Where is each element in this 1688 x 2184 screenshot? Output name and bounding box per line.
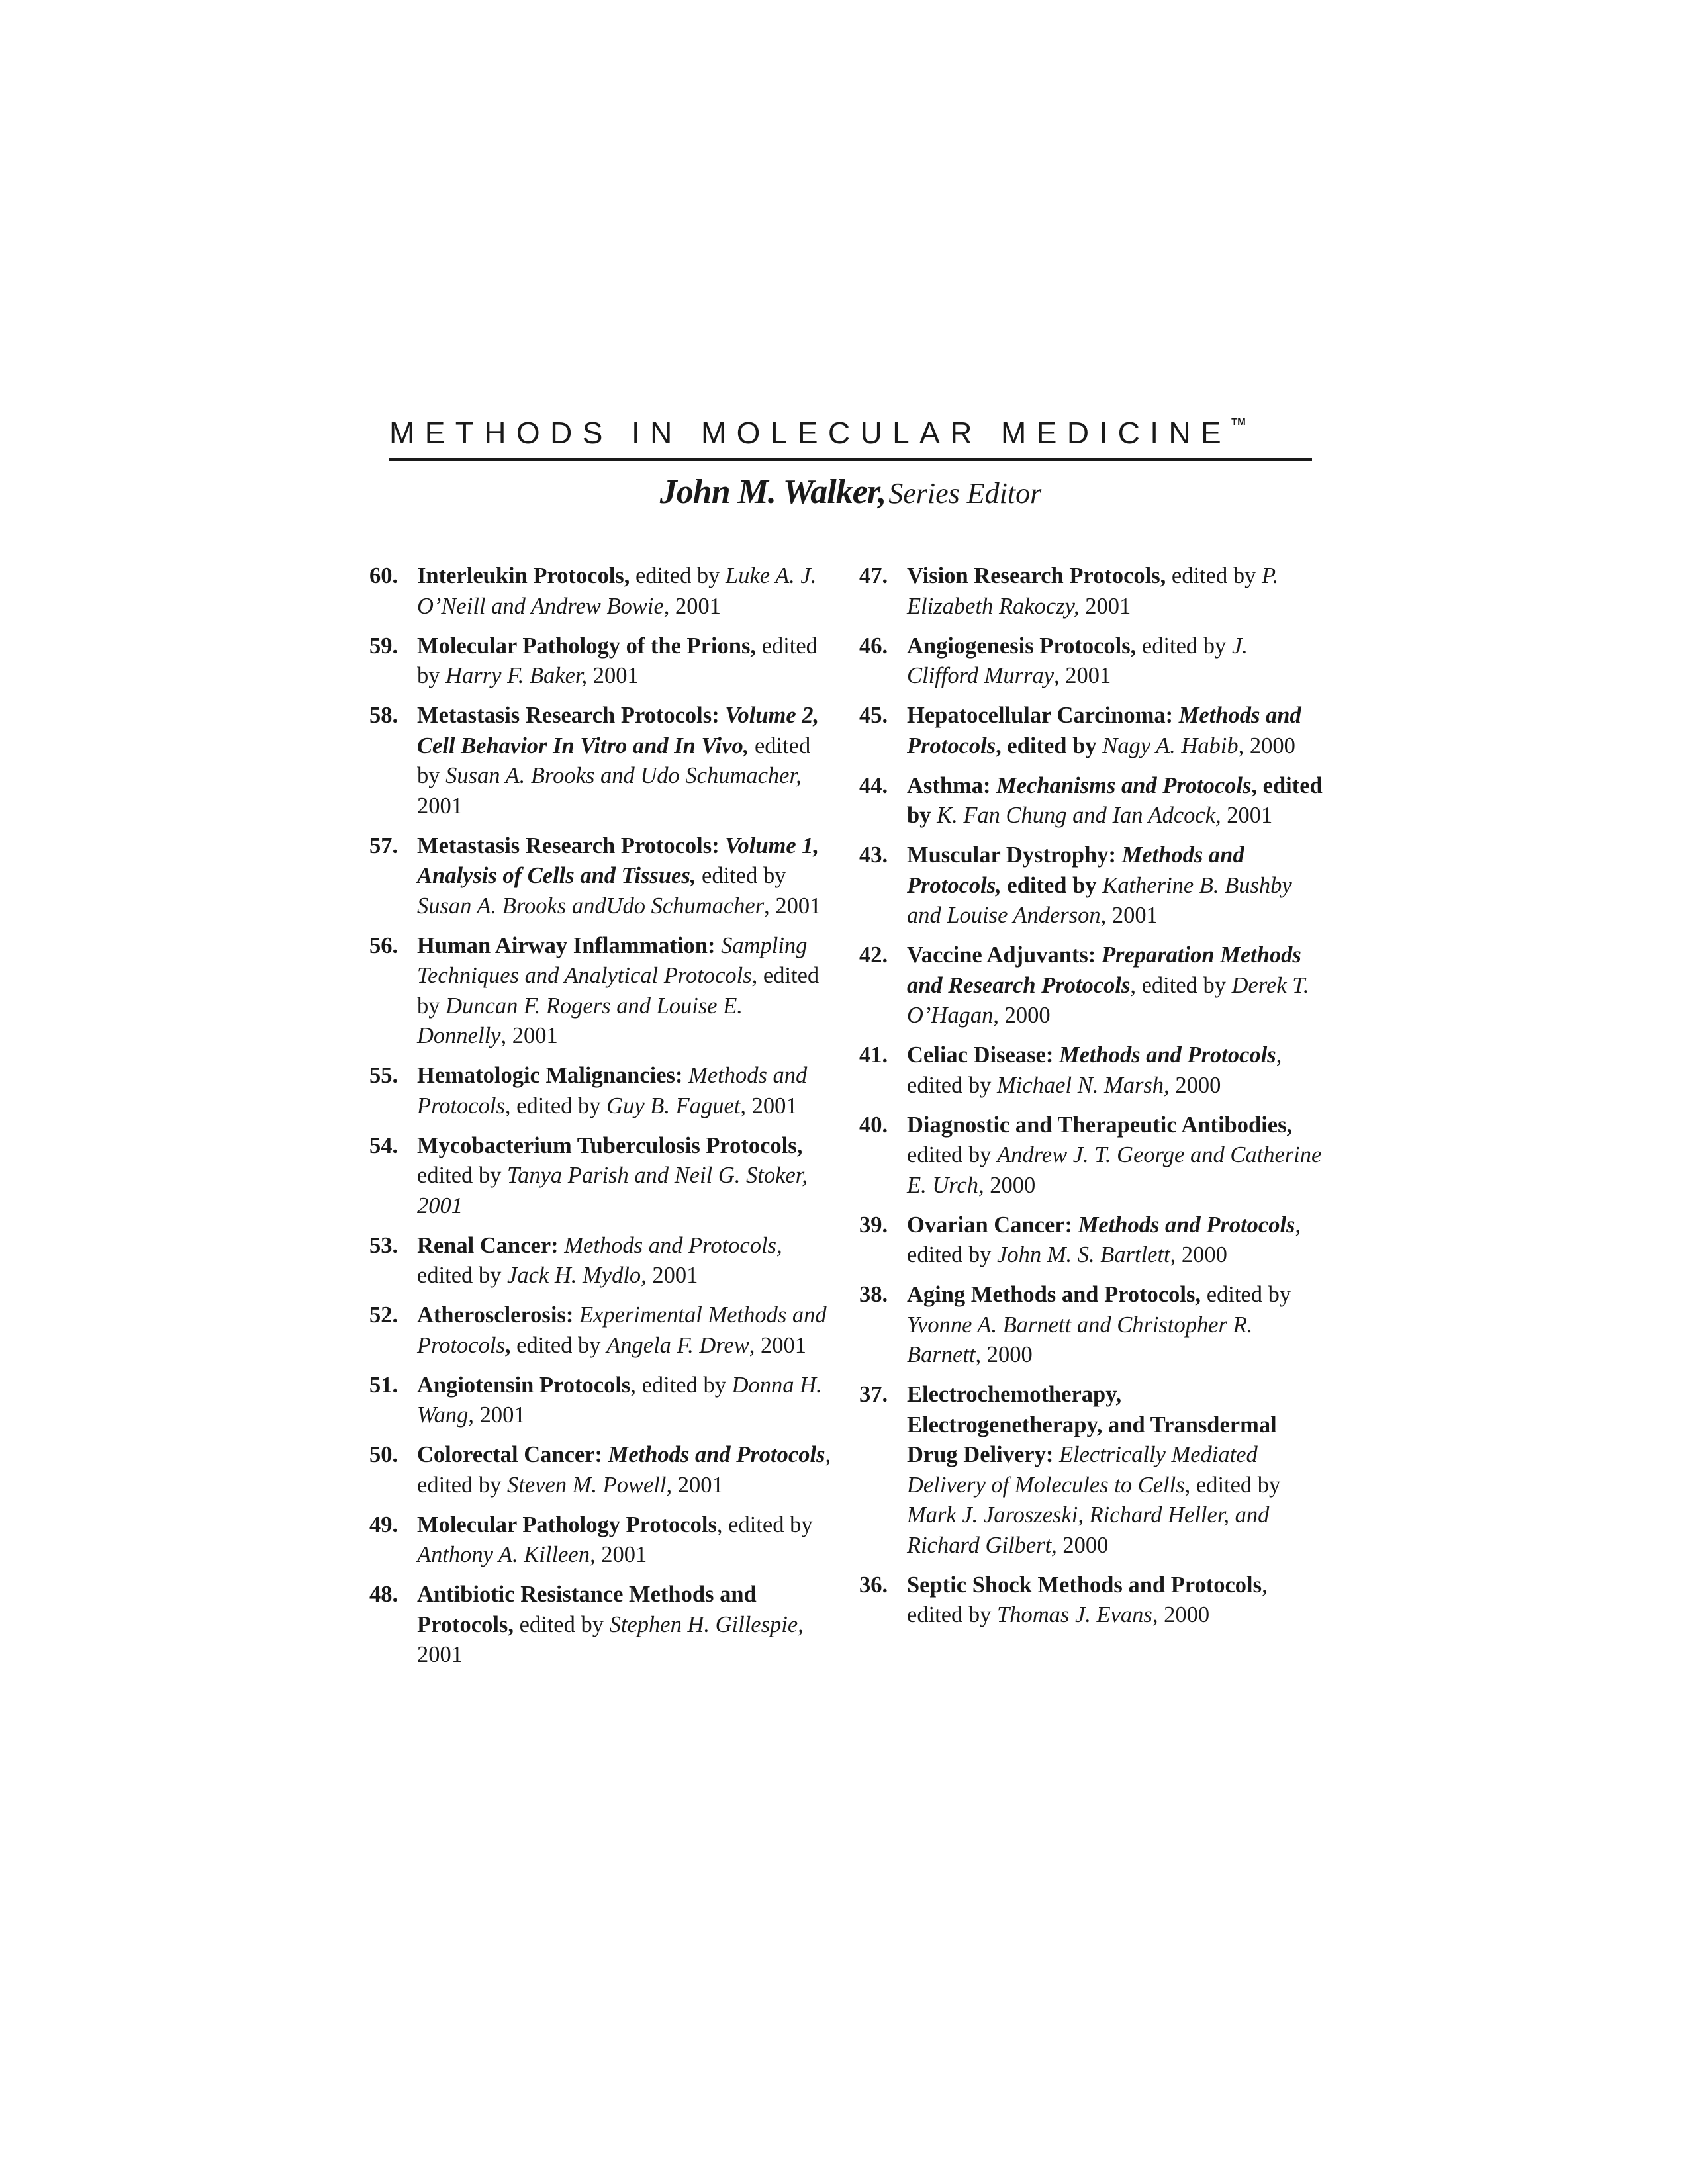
volume-text-run: Metastasis Research Protocols: — [417, 833, 720, 858]
volume-text-run: , edited by — [907, 1212, 1301, 1267]
volume-text-run: , edited by — [907, 772, 1323, 828]
volume-text-run: Derek T. O’Hagan — [907, 972, 1309, 1028]
volume-text-run: edited by — [696, 863, 786, 888]
volume-text-run: edited by — [1201, 1282, 1291, 1307]
volume-number: 53. — [369, 1232, 399, 1258]
volume-text-run: Steven M. Powell, — [507, 1472, 673, 1498]
volume-number: 39. — [859, 1212, 888, 1238]
volume-number: 60. — [369, 563, 399, 588]
volume-text-run: Harry F. Baker, — [445, 663, 588, 688]
volume-entry — [369, 1131, 833, 1222]
volume-text-run: Metastasis Research Protocols: — [417, 703, 720, 728]
volume-text-run: Colorectal Cancer: — [417, 1442, 603, 1467]
volume-text-run: Tanya Parish and Neil G. Stoker, 2001 — [417, 1163, 808, 1218]
volume-text-run: Ovarian Cancer: — [907, 1212, 1073, 1238]
volume-text-run: , edited by — [716, 1512, 813, 1537]
volume-number: 38. — [859, 1282, 888, 1307]
volume-text-run: Andrew J. T. George and Catherine E. Urch — [907, 1142, 1322, 1198]
volume-entry — [859, 1111, 1323, 1201]
volume-entry — [859, 1570, 1323, 1631]
volume-entry — [369, 1061, 833, 1121]
trademark-mark: TM — [1231, 416, 1246, 428]
volume-entry — [859, 631, 1323, 692]
volume-text-run: Aging Methods and Protocols, — [907, 1282, 1201, 1307]
volume-text-run: , 2000 — [1170, 1242, 1227, 1267]
volume-text-run: Angela F. Drew — [606, 1332, 749, 1358]
volume-text-run: Michael N. Marsh, — [997, 1072, 1170, 1098]
volume-text-run: , edited by — [907, 1572, 1268, 1627]
series-editor-role: Series Editor — [888, 477, 1042, 510]
volume-text-run — [1053, 1042, 1059, 1068]
volume-text-run: Yvonne A. Barnett and Christopher R. Barnett — [907, 1312, 1253, 1367]
volume-text-run: Human Airway Inflammation: — [417, 933, 716, 958]
volume-text-run: Mark J. Jaroszeski, Richard Heller, and Richard Gilbert, — [907, 1502, 1270, 1558]
volume-text-run: Interleukin Protocols, — [417, 563, 630, 588]
volume-number: 36. — [859, 1572, 888, 1598]
volume-text-run: Mechanisms and Protocols — [996, 772, 1252, 798]
volume-text-run: Thomas J. Evans — [997, 1602, 1152, 1627]
volume-text-run: Angiogenesis Protocols, — [907, 633, 1137, 659]
volume-text-run: Celiac Disease: — [907, 1042, 1054, 1068]
volume-text-run: Septic Shock Methods and Protocols — [907, 1572, 1262, 1598]
volume-text-run: Luke A. J. O’Neill and Andrew Bowie, — [417, 563, 817, 619]
volume-text-run: , 2000 — [975, 1342, 1033, 1367]
volume-text-run: John M. S. Bartlett — [997, 1242, 1170, 1267]
volume-text-run: Jack H. Mydlo, — [507, 1263, 647, 1288]
volume-text-run: 2001 — [669, 593, 722, 619]
volume-entry — [369, 1231, 833, 1291]
series-editor-line — [389, 473, 1312, 512]
volume-text-run: , 2001 — [764, 893, 821, 919]
volume-text-run: Methods and Protocols — [907, 703, 1301, 758]
series-header — [389, 416, 1312, 511]
volume-text-run — [602, 1442, 608, 1467]
volume-entry — [369, 631, 833, 692]
volume-entry — [369, 1371, 833, 1431]
volume-text-run — [991, 773, 997, 798]
volume-text-run: 2001 — [595, 1542, 647, 1567]
volume-text-run: edited by — [1136, 633, 1232, 659]
volume-text-run: , 2001 — [749, 1332, 807, 1358]
volume-text-run: 2001 — [417, 1642, 463, 1667]
volume-number: 41. — [859, 1042, 888, 1068]
volume-number: 54. — [369, 1132, 399, 1158]
volume-number: 51. — [369, 1372, 399, 1398]
volume-number: 52. — [369, 1302, 399, 1328]
volume-entry — [369, 561, 833, 621]
volume-text-run: edited by — [1001, 872, 1097, 898]
volume-text-run: Atherosclerosis: — [417, 1302, 574, 1328]
volume-text-run — [1116, 842, 1122, 868]
volume-text-run: Vaccine Adjuvants: — [907, 942, 1096, 968]
volume-text-run: Angiotensin Protocols — [417, 1372, 631, 1398]
volume-text-run: Hematologic Malignancies: — [417, 1063, 683, 1088]
volume-text-run: Experimental Methods and Protocols — [417, 1302, 827, 1358]
volume-entry — [859, 701, 1323, 761]
volume-text-run: Electrochemotherapy, Electrogenetherapy, and Transdermal Drug Delivery: — [907, 1382, 1277, 1467]
volume-text-run: Donna H. Wang, — [417, 1372, 822, 1428]
volume-text-run: Molecular Pathology Protocols — [417, 1512, 717, 1537]
volume-text-run: 2000 — [1169, 1072, 1221, 1098]
volume-text-run: , 2000 — [978, 1172, 1036, 1198]
volume-text-run: 2001 — [672, 1472, 724, 1498]
volume-text-run: edited by — [417, 733, 811, 788]
volume-entry — [859, 841, 1323, 931]
volume-text-run: Sampling Techniques and Analytical Protocols, — [417, 933, 808, 988]
volume-text-run — [1173, 703, 1179, 728]
series-editor-name: John M. Walker, — [659, 473, 886, 511]
volume-text-run: Volume 2, Cell Behavior In Vitro and In Vivo, — [417, 703, 820, 758]
volume-text-run: 2001 — [473, 1402, 526, 1428]
volume-text-run: Susan A. Brooks andUdo Schumacher — [417, 893, 765, 919]
left-volume-list — [369, 561, 833, 1680]
volume-entry — [859, 561, 1323, 621]
volume-text-run: , edited by — [417, 1442, 831, 1498]
volume-text-run: , 2001 — [1100, 903, 1158, 928]
volume-text-run: Katherine B. Bushby and Louise Anderson — [907, 872, 1292, 928]
volume-text-run — [559, 1233, 565, 1258]
volume-text-run: Methods and Protocols, — [564, 1232, 782, 1258]
volume-number: 50. — [369, 1442, 399, 1467]
volume-text-run: Anthony A. Killeen, — [417, 1542, 596, 1567]
volume-number: 56. — [369, 933, 399, 958]
volume-text-run: edited by — [630, 563, 726, 588]
volume-text-run — [573, 1302, 579, 1328]
series-title — [389, 417, 1312, 453]
volume-text-run: , 2001 — [1215, 803, 1273, 828]
volume-number: 55. — [369, 1063, 399, 1088]
volume-text-run: 2001 — [745, 1093, 798, 1118]
volume-text-run: Mycobacterium Tuberculosis Protocols, — [417, 1132, 803, 1158]
volume-text-run: 2000 — [1056, 1532, 1109, 1558]
volume-text-run: Molecular Pathology of the Prions, — [417, 633, 757, 659]
volume-text-run: , 2001 — [1054, 663, 1111, 688]
volume-text-run: Methods and Protocols — [1078, 1212, 1295, 1238]
header-rule — [389, 458, 1312, 461]
volume-text-run — [1053, 1442, 1059, 1467]
volume-text-run: edited by — [907, 1142, 998, 1167]
volume-number: 58. — [369, 703, 399, 728]
volume-text-run: , edited by — [996, 733, 1097, 758]
volume-entry — [859, 1380, 1323, 1561]
volume-text-run: Methods and Protocols — [608, 1442, 825, 1467]
volume-text-run: 2001 — [417, 793, 463, 819]
volume-text-run — [1096, 942, 1102, 968]
volume-entry — [859, 1280, 1323, 1371]
volume-text-run: K. Fan Chung and Ian Adcock — [937, 803, 1216, 828]
volume-entry — [369, 931, 833, 1052]
volume-text-run: edited by — [417, 1163, 508, 1188]
volume-text-run — [682, 1063, 688, 1088]
volume-entry — [369, 1510, 833, 1570]
volume-text-run: , edited by — [907, 1042, 1282, 1098]
volume-entry — [369, 701, 833, 821]
volume-text-run — [1097, 873, 1103, 898]
volume-text-run: Asthma: — [907, 772, 991, 798]
volume-text-run: Methods and Protocols, — [417, 1063, 808, 1118]
volume-text-run: Nagy A. Habib — [1102, 733, 1239, 758]
volume-text-run: Volume 1, Analysis of Cells and Tissues, — [417, 833, 820, 888]
volume-text-run: Electrically Mediated Delivery of Molecules to Cells — [907, 1442, 1258, 1498]
volume-text-run: edited by — [417, 963, 820, 1019]
volume-number: 44. — [859, 772, 888, 798]
volume-entry — [369, 1300, 833, 1361]
volume-text-run: , 2000 — [1152, 1602, 1210, 1627]
volume-text-run: Antibiotic Resistance Methods and Protocols, — [417, 1582, 757, 1637]
volume-text-run: , 2001 — [500, 1023, 558, 1048]
volume-entry — [369, 1580, 833, 1670]
volume-number: 46. — [859, 633, 888, 659]
volume-number: 57. — [369, 833, 399, 858]
volume-text-run: Methods and Protocols, — [907, 842, 1244, 898]
volume-entry — [859, 771, 1323, 831]
volume-text-run: J. Clifford Murray — [907, 633, 1248, 688]
volume-text-run: Stephen H. Gillespie, — [609, 1612, 804, 1637]
volume-entry — [859, 1210, 1323, 1271]
volume-text-run: edited by — [510, 1093, 607, 1118]
volume-text-run: , edited by — [1184, 1472, 1281, 1498]
series-title-text: METHODS IN MOLECULAR MEDICINE — [389, 416, 1232, 450]
volume-number: 43. — [859, 842, 888, 868]
volume-text-run: edited by — [417, 633, 818, 688]
volume-text-run: , — [504, 1332, 511, 1358]
volume-text-run — [1072, 1212, 1078, 1238]
volume-text-run: Guy B. Faguet, — [606, 1093, 746, 1118]
volume-number: 47. — [859, 563, 888, 588]
volume-entry — [369, 831, 833, 922]
volume-text-run: Methods and Protocols — [1058, 1042, 1276, 1068]
volume-text-run: 2001 — [1079, 593, 1131, 619]
volume-text-run: P. Elizabeth Rakoczy, — [907, 563, 1279, 619]
volume-text-run: , 2000 — [993, 1003, 1051, 1028]
volume-text-run: Vision Research Protocols, — [907, 563, 1166, 588]
volume-text-run: Renal Cancer: — [417, 1232, 559, 1258]
volume-text-run: 2001 — [587, 663, 639, 688]
volume-number: 42. — [859, 942, 888, 968]
volume-number: 59. — [369, 633, 399, 659]
volume-number: 49. — [369, 1512, 399, 1537]
volume-text-run: 2001 — [646, 1263, 698, 1288]
volume-text-run: edited by — [510, 1332, 607, 1358]
volume-number: 48. — [369, 1582, 399, 1607]
volume-number: 45. — [859, 703, 888, 728]
volume-text-run — [931, 803, 937, 828]
volume-text-run: Diagnostic and Therapeutic Antibodies, — [907, 1112, 1293, 1138]
volume-entry — [859, 940, 1323, 1031]
right-volume-list — [859, 561, 1323, 1640]
volume-text-run — [715, 933, 721, 958]
volume-text-run: Duncan F. Rogers and Louise E. Donnelly — [417, 993, 743, 1048]
volume-text-run: , edited by — [1130, 972, 1232, 998]
volume-number: 40. — [859, 1112, 888, 1138]
volume-text-run: Muscular Dystrophy: — [907, 842, 1116, 868]
volume-text-run: edited by — [417, 1263, 508, 1288]
volume-text-run: , 2000 — [1238, 733, 1295, 758]
volume-text-run: Preparation Methods and Research Protocols — [907, 942, 1301, 998]
volume-text-run: edited by — [513, 1612, 610, 1637]
volume-text-run: Hepatocellular Carcinoma: — [907, 703, 1174, 728]
volume-number: 37. — [859, 1382, 888, 1407]
volume-text-run: edited by — [1166, 563, 1262, 588]
volume-text-run: Susan A. Brooks and Udo Schumacher, — [445, 763, 802, 788]
volume-entry — [369, 1440, 833, 1500]
volume-text-run: , edited by — [630, 1372, 732, 1398]
volume-entry — [859, 1040, 1323, 1101]
volume-text-run — [1097, 733, 1103, 758]
